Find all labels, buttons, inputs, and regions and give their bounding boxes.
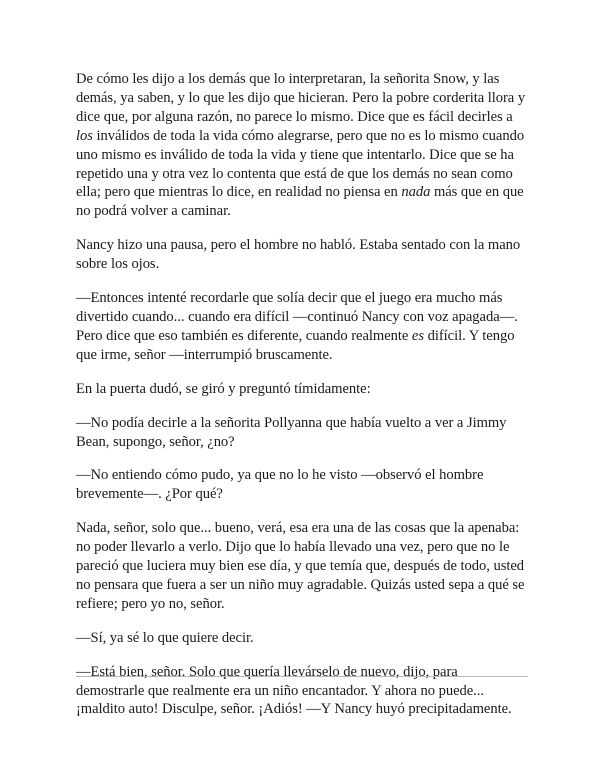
paragraph-7: Nada, señor, solo que... bueno, verá, esa era una de las cosas que la apenaba: no poder llevarlo a verlo. Dijo que lo había llevado una vez, pero que no le pareció que luciera muy bien ese día, y que temía que, después de todo, usted no pensara que fuera a ser un niño muy agradable. Quizás usted sepa a qué se refiere; pero yo no, señor. — [76, 520, 525, 612]
section-divider — [76, 676, 528, 677]
paragraph-3: —Entonces intenté recordarle que solía decir que el juego era mucho más divertido cuando... cuando era difícil —continuó Nancy con voz apagada—. Pero dice que eso también es diferente, cuando realmente es difícil. Y tengo que irme, señor —interrumpió bruscamente. — [76, 290, 518, 363]
paragraph-4: En la puerta dudó, se giró y preguntó tímidamente: — [76, 380, 371, 397]
emphasis: es — [411, 327, 424, 344]
paragraph-2: Nancy hizo una pausa, pero el hombre no habló. Estaba sentado con la mano sobre los ojos. — [76, 237, 521, 273]
paragraph-6: —No entiendo cómo pudo, ya que no lo he visto —observó el hombre brevemente—. ¿Por qué? — [76, 467, 484, 503]
document-body — [76, 70, 528, 734]
emphasis: los — [76, 127, 93, 144]
paragraph-8: —Sí, ya sé lo que quiere decir. — [76, 629, 254, 646]
paragraph-9: —Está bien, señor. Solo que quería llevárselo de nuevo, dijo, para demostrarle que realmente era un niño encantador. Y ahora no puede... ¡maldito auto! Disculpe, señor. ¡Adiós! —Y Nancy huyó precipitadamente. — [76, 663, 512, 718]
emphasis: nada — [401, 184, 431, 201]
paragraph-1: De cómo les dijo a los demás que lo interpretaran, la señorita Snow, y las demás, ya saben, y lo que les dijo que hicieran. Pero la pobre corderita llora y dice que, por alguna razón, no parece lo mismo. Dice que es fácil decirles a los inválidos de toda la vida cómo alegrarse, pero que no es lo mismo cuando uno mismo es inválido de toda la vida y tiene que intentarlo. Dice que se ha repetido una y otra vez lo contenta que está de que los demás no sean como ella; pero que mientras lo dice, en realidad no piensa en nada más que en que no podrá volver a caminar. — [76, 71, 526, 220]
paragraph-5: —No podía decirle a la señorita Pollyanna que había vuelto a ver a Jimmy Bean, supongo, señor, ¿no? — [76, 414, 507, 450]
